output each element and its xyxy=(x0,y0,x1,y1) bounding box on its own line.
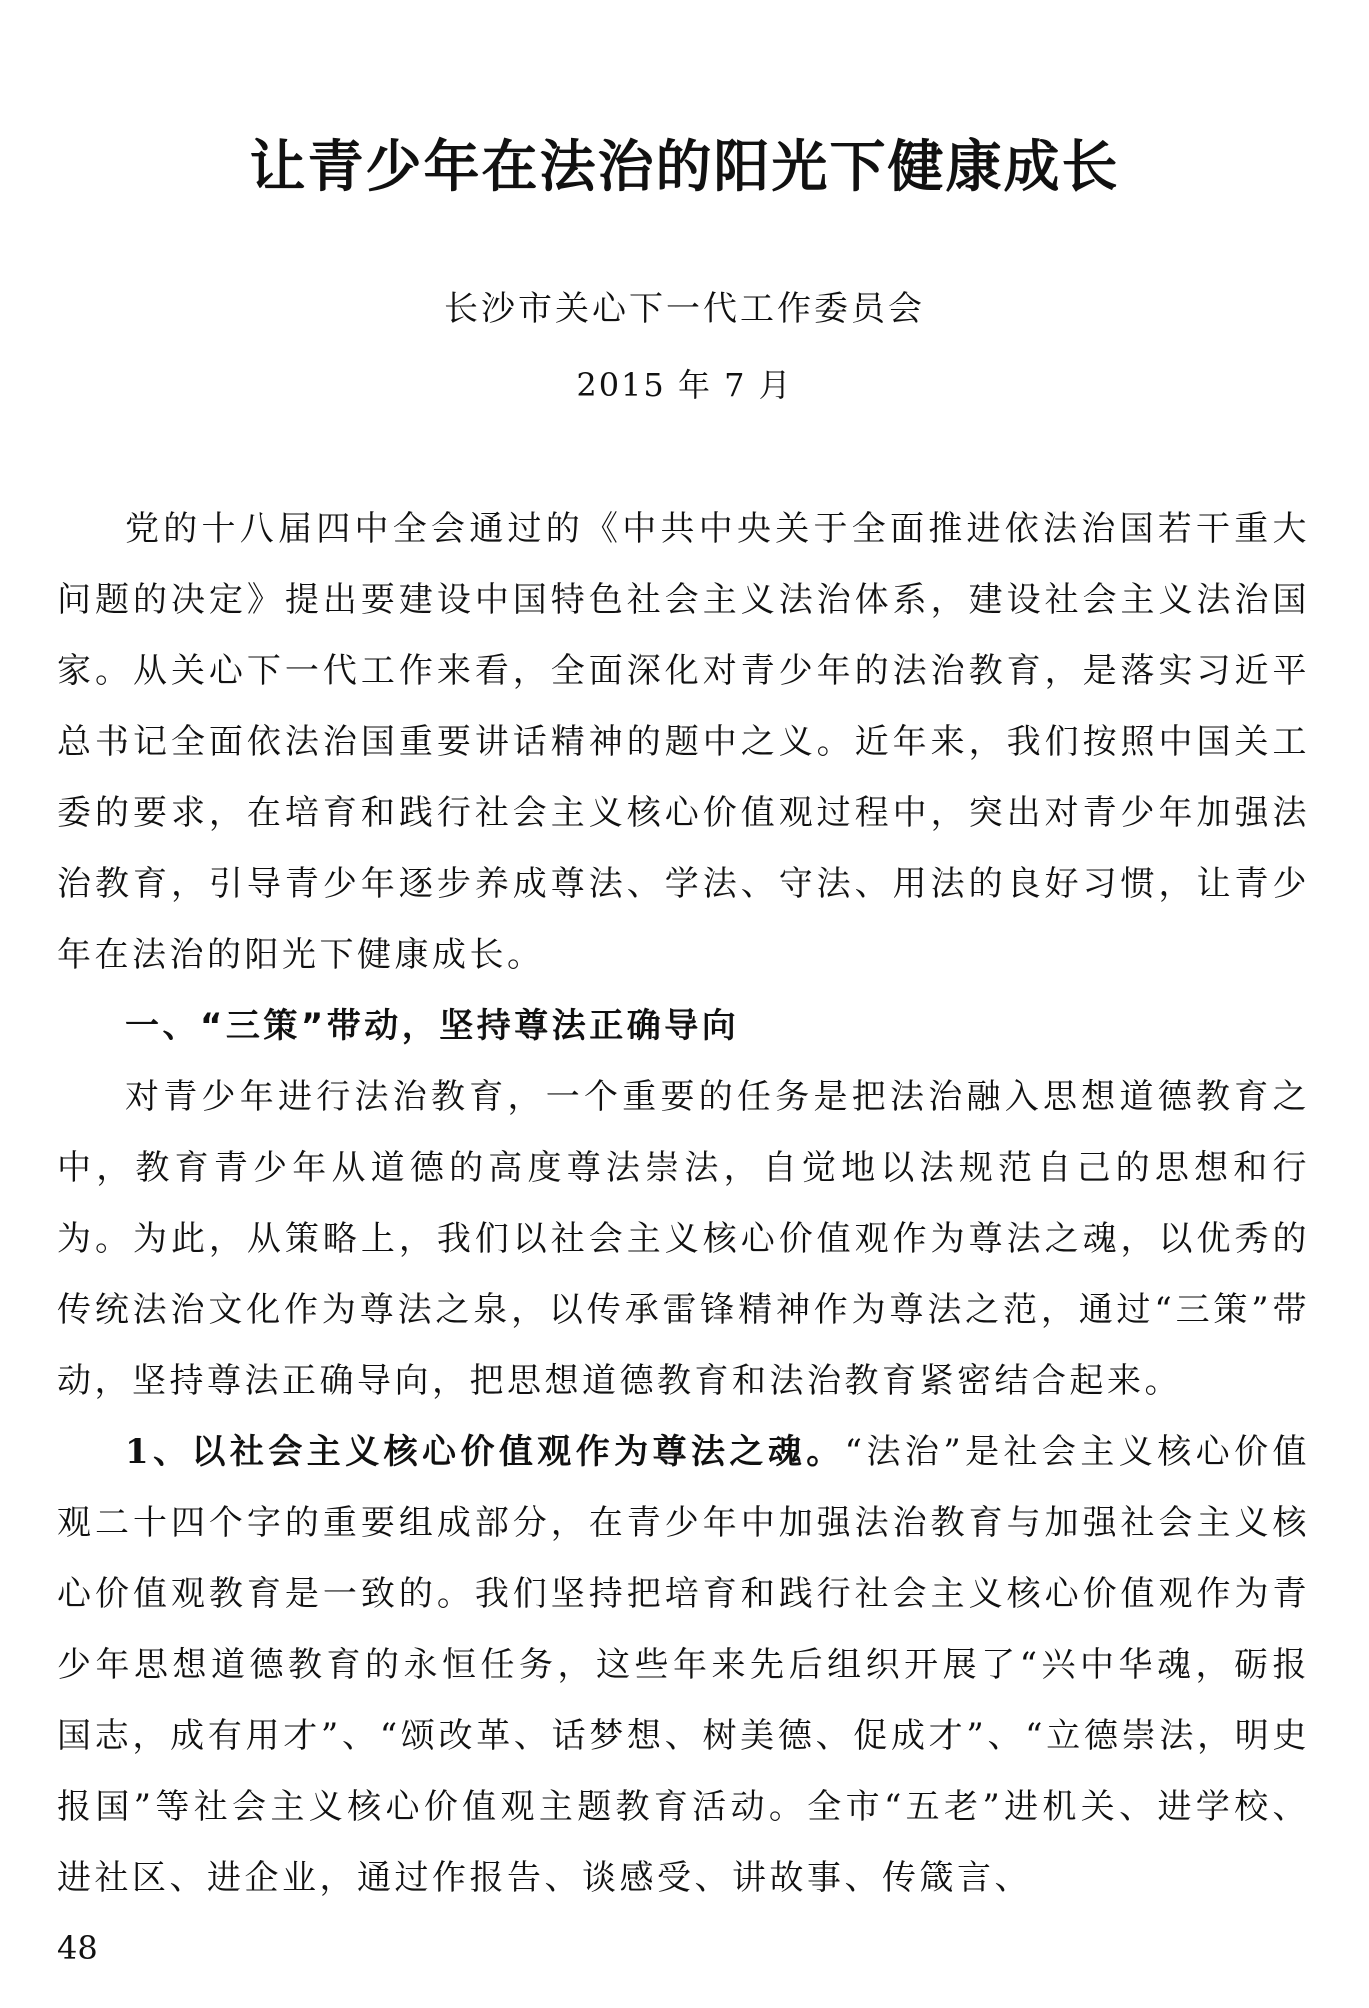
section-heading: 一、“三策”带动，坚持尊法正确导向 xyxy=(125,1006,740,1046)
document-author: 长沙市关心下一代工作委员会 xyxy=(444,289,925,329)
paragraph-lead: 1、以社会主义核心价值观作为尊法之魂。 xyxy=(125,1432,845,1472)
paragraph-text: “法治”是社会主义核心价值观二十四个字的重要组成部分，在青少年中加强法治教育与加强社会主义核心价值观教育是一致的。我们坚持把培育和践行社会主义核心价值观作为青少年思想道德教育的永恒任务，这些年来先后组织开展了“兴中华魂，砺报国志，成有用才”、“颂改革、话梦想、树美德、促成才”、“立德崇法，明史报国”等社会主义核心价值观主题教育活动。全市“五老”进机关、进学校、进社区、进企业，通过作报告、谈感受、讲故事、传箴言、 xyxy=(57,1432,1310,1898)
document-date: 2015 年 7 月 xyxy=(576,366,793,404)
body-paragraph: 对青少年进行法治教育，一个重要的任务是把法治融入思想道德教育之中，教育青少年从道德的高度尊法崇法，自觉地以法规范自己的思想和行为。为此，从策略上，我们以社会主义核心价值观作为尊法之魂，以优秀的传统法治文化作为尊法之泉，以传承雷锋精神作为尊法之范，通过“三策”带动，坚持尊法正确导向，把思想道德教育和法治教育紧密结合起来。 xyxy=(57,1077,1310,1401)
document-body xyxy=(57,494,1310,1914)
intro-paragraph: 党的十八届四中全会通过的《中共中央关于全面推进依法治国若干重大问题的决定》提出要建设中国特色社会主义法治体系，建设社会主义法治国家。从关心下一代工作来看，全面深化对青少年的法治教育，是落实习近平总书记全面依法治国重要讲话精神的题中之义。近年来，我们按照中国关工委的要求，在培育和践行社会主义核心价值观过程中，突出对青少年加强法治教育，引导青少年逐步养成尊法、学法、守法、用法的良好习惯，让青少年在法治的阳光下健康成长。 xyxy=(57,509,1310,975)
page-number: 48 xyxy=(57,1929,98,1967)
numbered-paragraph xyxy=(57,1417,1310,1914)
document-title: 让青少年在法治的阳光下健康成长 xyxy=(249,135,1120,200)
